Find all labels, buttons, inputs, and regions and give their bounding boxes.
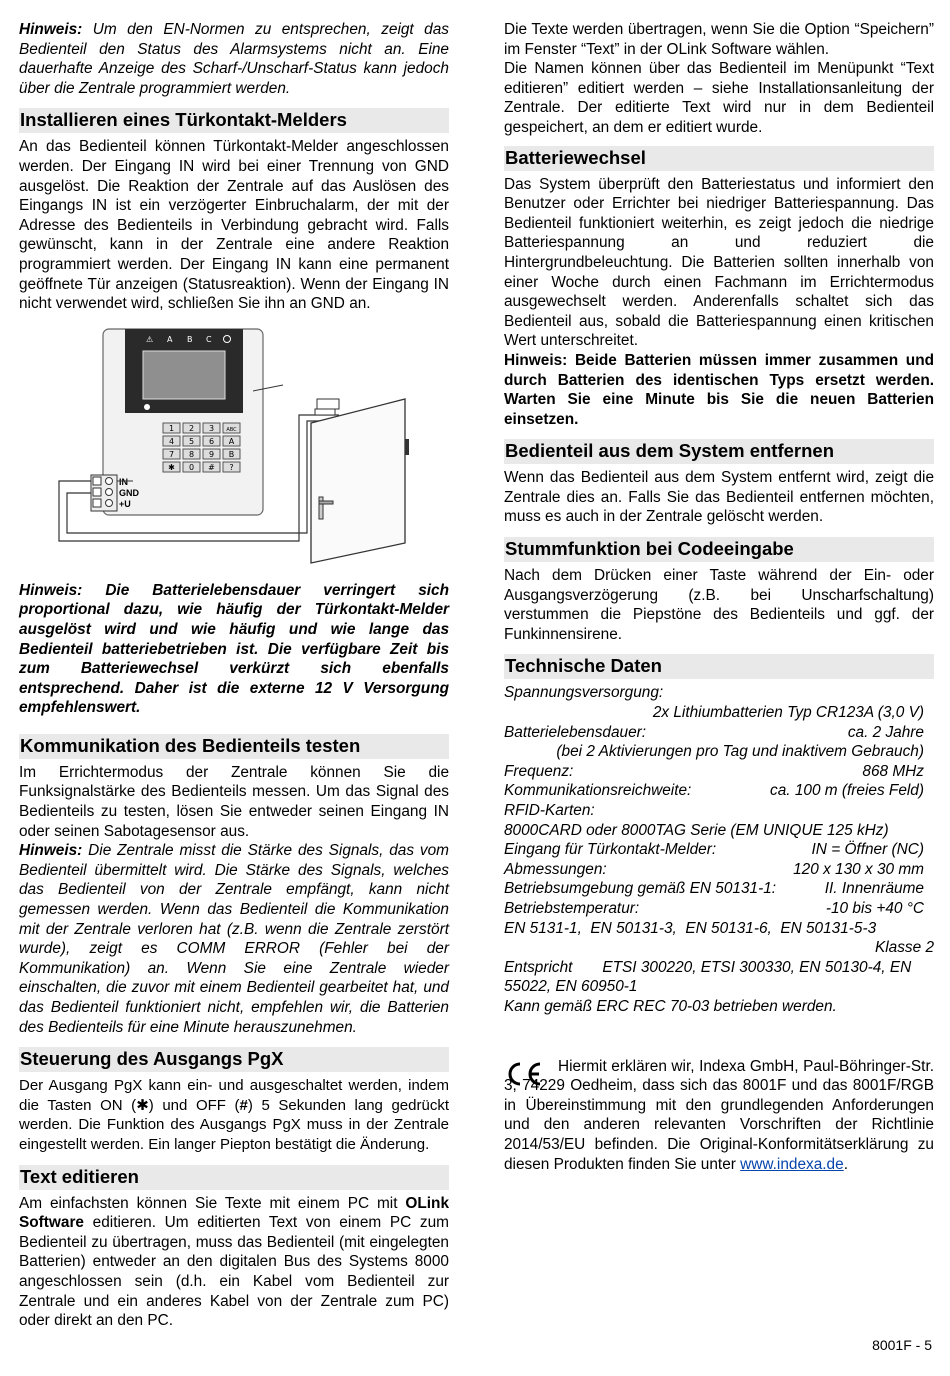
terminal-screw: [106, 488, 113, 495]
spec-rfid-value: 8000CARD oder 8000TAG Serie (EM UNIQUE 125 kHz): [504, 821, 889, 839]
spec-battery-life: Batterielebensdauer: ca. 2 Jahre: [504, 723, 924, 741]
heading-technical-data: Technische Daten: [504, 654, 934, 679]
spec-conformity: Entspricht ETSI 300220, ETSI 300330, EN 50130-4, EN 55022, EN 60950-1: [504, 958, 912, 996]
terminal-slot: [93, 488, 101, 496]
heading-remove-keypad: Bedienteil aus dem System entfernen: [504, 439, 934, 464]
terminal-label: +U: [119, 498, 131, 509]
spec-erc: Kann gemäß ERC REC 70-03 betrieben werden.: [504, 997, 837, 1015]
pgx-text: Der Ausgang PgX kann ein- und ausgeschaltet werden, indem die Tasten ON (✱) und OFF (#) 5 Sekunden lang gedrückt werden. Die Funktion des Ausgangs PgX muss in der Zentrale eingestellt werden. Ein langer Piepton bestätigt die Änderung.: [19, 1077, 449, 1153]
keypad-key-label: 3: [208, 423, 215, 433]
terminal-label: GND: [119, 487, 139, 498]
keypad-key-label: 6: [208, 436, 215, 446]
note-display-status: Hinweis: Um den EN-Normen zu entsprechen, zeigt das Bedienteil den Status des Alarmsystems nicht an. Eine dauerhafte Anzeige des Scharf-/Unscharf-Status kann jedoch über die Zentrale programmiert werden.: [19, 21, 449, 97]
spec-supply-value: 2x Lithiumbatterien Typ CR123A (3,0 V): [652, 704, 924, 722]
spec-dimensions: Abmessungen: 120 x 130 x 30 mm: [504, 860, 924, 878]
spec-frequency: Frequenz: 868 MHz: [504, 762, 924, 780]
terminal-screw: [106, 477, 113, 484]
spec-range: Kommunikationsreichweite: ca. 100 m (freies Feld): [504, 782, 924, 800]
magnet: [315, 409, 335, 415]
heading-text-edit: Text editieren: [19, 1165, 449, 1190]
indexa-link[interactable]: www.indexa.de: [740, 1155, 844, 1173]
spec-rfid-label: RFID-Karten:: [504, 802, 595, 819]
door: [311, 399, 405, 563]
key-c-label: C: [206, 334, 212, 344]
terminal-label: IN: [119, 476, 128, 487]
warning-icon: ⚠: [146, 334, 154, 344]
keypad-key-label: 9: [208, 449, 215, 459]
battery-text: Das System überprüft den Batteriestatus und informiert den Benutzer oder Errichter bei niedriger Batteriespannung. Das Bedienteil funktioniert weiterhin, es zeigt jedoch die niedrige Batteriespannung an und reduziert die Hintergrundbeleuchtung. Die Batterien sollten innerhalb von einer Woche durch einen Fachmann im Errichtermodus ausgewechselt werden. Anderenfalls schaltet sich das Bedienteil aus, sobald die Batteriespannung einen kritischen Wert unterschreitet.: [504, 175, 934, 350]
ce-mark-icon: [504, 1059, 546, 1089]
keypad-key-label: A: [228, 436, 235, 446]
terminal-slot: [93, 477, 101, 485]
spec-class: Klasse 2: [874, 939, 934, 957]
communication-note: Hinweis: Die Zentrale misst die Stärke des Signals, das vom Bedienteil übermittelt wird. Die Stärke des Signals, welches das Bedienteil von der Zentrale empfängt, kann nicht gemessen werden. Wenn das Bedienteil die Kommunikation mit der Zentrale verloren hat (z.B. wenn die Zentrale zerstört wurde), zeigt es COMM ERROR (Fehler bei der Kommunikation) an. Wenn Sie eine Zentrale wieder einschalten, die zuvor mit einem Bedienteil gearbeitet hat, und das Bedienteil funktioniert nicht, empfehlen wir, die Batterien des Bedienteils für eine Minute herauszunehmen.: [19, 842, 449, 1036]
key-a-label: A: [167, 334, 173, 344]
terminal-slot: [93, 499, 101, 507]
keypad-key-label: 2: [188, 423, 195, 433]
text-edit-cont-1: Die Texte werden übertragen, wenn Sie die Option “Speichern” im Fenster “Text” in der OLink Software wählen.: [504, 21, 934, 58]
spec-input: Eingang für Türkontakt-Melder: IN = Öffner (NC): [504, 841, 924, 859]
keypad-key-label: ?: [229, 462, 234, 472]
door-hinge: [405, 439, 409, 455]
battery-note: Hinweis: Beide Batterien müssen immer zusammen und durch Batterien des identischen Typs ersetzt werden. Warten Sie eine Minute bis Sie die neuen Batterien einsetzen.: [504, 351, 934, 428]
technical-data: [504, 683, 934, 1016]
note-battery-life: Hinweis: Die Batterielebensdauer verringert sich proportional dazu, wie häufig der Türkontakt-Melder ausgelöst wird und wie häufig und wie lange das Bedienteil batteriebetrieben ist. Die verfügbare Zeit bis zum Batteriewechsel verkürzt sich ebenfalls entsprechend. Daher ist die externe 12 V Versorgung empfehlenswert.: [19, 581, 449, 717]
spec-norms: EN 5131-1, EN 50131-3, EN 50131-6, EN 50131-5-3: [504, 919, 877, 937]
spec-battery-life-note: (bei 2 Aktivierungen pro Tag und inaktivem Gebrauch): [556, 743, 924, 761]
heading-install-door-contact: Installieren eines Türkontakt-Melders: [19, 108, 449, 133]
right-column: [504, 20, 934, 1174]
reed-contact: [317, 399, 339, 409]
keypad-key-label: 5: [188, 436, 195, 446]
left-column: [19, 20, 449, 1331]
ce-text: Hiermit erklären wir, Indexa GmbH, Paul-Böhringer-Str. 3, 74229 Oedheim, dass sich das 8001F und das 8001F/RGB in Übereinstimmung mit den grundlegenden Anforderungen und den anderen relevanten Vorschriften der Richtlinie 2014/53/EU befinden. Die Original-Konformitätserklärung zu diesen Produkten finden Sie unter www.indexa.de.: [504, 1057, 934, 1173]
heading-pgx: Steuerung des Ausgangs PgX: [19, 1047, 449, 1072]
communication-text: Im Errichtermodus der Zentrale können Sie die Funksignalstärke des Bedienteils messen. Um das Signal des Bedienteils zu testen, lösen Sie entweder seinen Eingang IN oder seinen Sabotagesensor aus.: [19, 763, 449, 840]
keypad-key-label: ✱: [168, 462, 175, 472]
keypad-key-label: #: [208, 462, 215, 472]
key-b-label: B: [187, 334, 193, 344]
ce-declaration: [504, 1057, 934, 1175]
install-text: An das Bedienteil können Türkontakt-Melder angeschlossen werden. Der Eingang IN wird bei einer Trennung von GND ausgelöst. Die Reaktion der Zentrale auf das Auslösen des Eingangs IN ist ein verzögerter Einbruchalarm, der mit der Adresse des Bedienteils in Verbindung gebracht wird. Falls gewünscht, kann in der Zentrale eine andere Reaktion programmiert werden. Der Eingang IN kann eine permanent geöffnete Tür anzeigen (Statusreaktion). Wenn der Eingang IN nicht verwendet wird, schließen Sie ihn an GND an.: [19, 138, 449, 313]
heading-mute-function: Stummfunktion bei Codeeingabe: [504, 537, 934, 562]
heading-battery-change: Batteriewechsel: [504, 146, 934, 171]
text-edit-cont-2: Die Namen können über das Bedienteil im Menüpunkt “Text editieren” editiert werden – siehe Installationsanleitung der Zentrale. Der editierte Text wird nur in dem Bedienteil gespeichert, an dem er editiert wurde.: [504, 60, 934, 136]
door-handle-plate: [319, 497, 323, 519]
keypad-key-label: 8: [188, 449, 195, 459]
remove-text: Wenn das Bedienteil aus dem System entfernt wird, zeigt die Zentrale dies an. Falls Sie das Bedienteil entfernen möchten, muss es auch in der Zentrale gelöscht werden.: [504, 469, 934, 526]
mute-text: Nach dem Drücken einer Taste während der Ein- oder Ausgangsverzögerung (z.B. bei Unscharfschaltung) verstummen die Piepstöne des Bedienteils und ggf. der Funkinnensirene.: [504, 567, 934, 643]
lcd-display: [143, 351, 225, 399]
page-footer: 8001F - 5: [872, 1337, 932, 1353]
door-handle: [319, 501, 333, 504]
card-reader-icon: [144, 404, 150, 410]
heading-communication-test: Kommunikation des Bedienteils testen: [19, 734, 449, 759]
keypad-wiring-diagram: [19, 323, 449, 573]
terminal-screw: [106, 499, 113, 506]
keypad-key-label: B: [228, 449, 235, 459]
text-edit-text: Am einfachsten können Sie Texte mit einem PC mit OLink Software editieren. Um editierten Text von einem PC zum Bedienteil zu übertragen, muss das Bedienteil (mit eingelegten Batterien) entweder an den digitalen Bus des Systems 8000 angeschlossen sein (d.h. ein Kabel vom Bedienteil zur Zentrale und ein anderes Kabel von der Zentrale zum PC) oder direkt an den PC.: [19, 1194, 449, 1330]
keypad-key-label: 0: [188, 462, 195, 472]
wiring-figure: [19, 323, 449, 573]
keypad-key-label: ABC: [226, 426, 237, 433]
keypad-key-label: 4: [168, 436, 175, 446]
spec-temperature: Betriebstemperatur: -10 bis +40 °C: [504, 899, 924, 917]
spec-environment: Betriebsumgebung gemäß EN 50131-1: II. Innenräume: [504, 880, 924, 898]
keypad-key-label: 7: [168, 449, 175, 459]
keypad-key-label: 1: [168, 423, 175, 433]
spec-supply-label: Spannungsversorgung:: [504, 684, 664, 702]
